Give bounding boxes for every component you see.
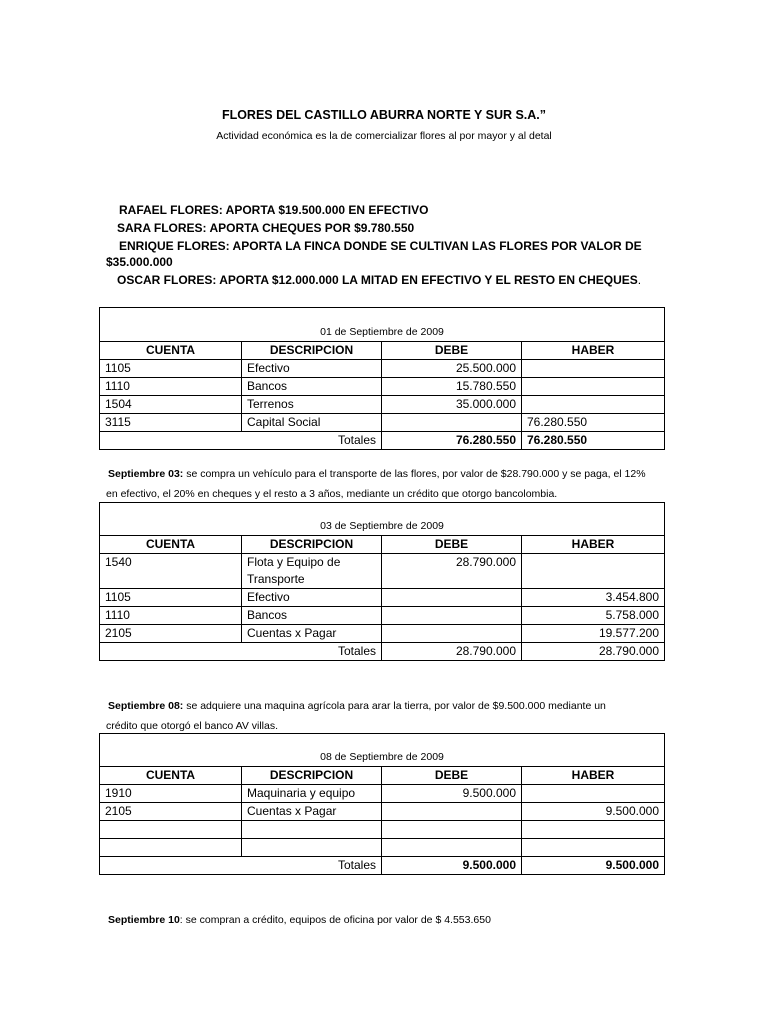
cell-descripcion: Efectivo (242, 360, 382, 378)
cell-haber (522, 821, 665, 839)
cell-debe: 35.000.000 (382, 396, 522, 414)
table-row (100, 821, 665, 839)
partner-sara: SARA FLORES: APORTA CHEQUES POR $9.780.550 (117, 221, 415, 235)
cell-debe (382, 589, 522, 607)
totals-spacer (100, 643, 242, 661)
table-row (100, 554, 665, 589)
cell-descripcion: Capital Social (242, 414, 382, 432)
col-cuenta: CUENTA (100, 342, 242, 360)
col-debe: DEBE (382, 342, 522, 360)
totals-label: Totales (242, 857, 382, 875)
col-cuenta: CUENTA (100, 767, 242, 785)
cell-cuenta: 1504 (100, 396, 242, 414)
cell-descripcion: Cuentas x Pagar (242, 625, 382, 643)
cell-haber: 5.758.000 (522, 607, 665, 625)
totals-label: Totales (242, 432, 382, 450)
col-descripcion: DESCRIPCION (242, 536, 382, 554)
total-debe: 76.280.550 (382, 432, 522, 450)
cell-debe: 25.500.000 (382, 360, 522, 378)
cell-debe (382, 625, 522, 643)
note-sep-08: Septiembre 08: se adquiere una maquina agrícola para arar la tierra, por valor de $9.500.000 mediante un crédito que otorgó el banco AV villas. (106, 700, 606, 732)
col-haber: HABER (522, 342, 665, 360)
cell-cuenta: 1105 (100, 360, 242, 378)
cell-cuenta: 1540 (100, 554, 242, 589)
partner-enrique-value: $35.000.000 (106, 255, 173, 269)
cell-cuenta (100, 839, 242, 857)
cell-haber: 9.500.000 (522, 803, 665, 821)
totals-spacer (100, 857, 242, 875)
cell-descripcion: Terrenos (242, 396, 382, 414)
journal-entry-sep-03 (99, 502, 665, 661)
cell-haber (522, 396, 665, 414)
table-row (100, 785, 665, 803)
cell-descripcion: Maquinaria y equipo (242, 785, 382, 803)
journal-entry-sep-08 (99, 733, 665, 875)
cell-debe (382, 414, 522, 432)
table-row (100, 414, 665, 432)
cell-cuenta: 2105 (100, 803, 242, 821)
cell-haber (522, 785, 665, 803)
cell-descripcion: Bancos (242, 607, 382, 625)
total-debe: 28.790.000 (382, 643, 522, 661)
table-row (100, 396, 665, 414)
cell-debe (382, 839, 522, 857)
cell-debe (382, 821, 522, 839)
totals-spacer (100, 432, 242, 450)
cell-debe (382, 803, 522, 821)
cell-haber (522, 378, 665, 396)
cell-haber (522, 554, 665, 589)
cell-descripcion (242, 839, 382, 857)
col-descripcion: DESCRIPCION (242, 767, 382, 785)
totals-row (100, 432, 665, 450)
total-haber: 28.790.000 (522, 643, 665, 661)
cell-cuenta: 3115 (100, 414, 242, 432)
table-row (100, 625, 665, 643)
partner-enrique: ENRIQUE FLORES: APORTA LA FINCA DONDE SE CULTIVAN LAS FLORES POR VALOR DE (119, 239, 642, 253)
note-sep-03: Septiembre 03: se compra un vehículo para el transporte de las flores, por valor de $28.790.000 y se paga, el 12% en efectivo, el 20% en cheques y el resto a 3 años, mediante un crédito que otorgo bancolombia. (106, 468, 646, 500)
col-debe: DEBE (382, 767, 522, 785)
entry-date: 03 de Septiembre de 2009 (100, 503, 665, 536)
table-row (100, 607, 665, 625)
note-sep-10: Septiembre 10: se compran a crédito, equipos de oficina por valor de $ 4.553.650 (108, 914, 491, 926)
table-row (100, 378, 665, 396)
partner-rafael: RAFAEL FLORES: APORTA $19.500.000 EN EFECTIVO (119, 203, 429, 217)
cell-haber (522, 360, 665, 378)
col-debe: DEBE (382, 536, 522, 554)
cell-descripcion (242, 821, 382, 839)
cell-haber: 3.454.800 (522, 589, 665, 607)
cell-debe: 15.780.550 (382, 378, 522, 396)
partner-oscar: OSCAR FLORES: APORTA $12.000.000 LA MITAD EN EFECTIVO Y EL RESTO EN CHEQUES. (117, 273, 642, 287)
cell-cuenta: 1110 (100, 378, 242, 396)
journal-entry-sep-01 (99, 307, 665, 450)
cell-cuenta: 1910 (100, 785, 242, 803)
table-row (100, 360, 665, 378)
totals-label: Totales (242, 643, 382, 661)
entry-date: 08 de Septiembre de 2009 (100, 734, 665, 767)
total-debe: 9.500.000 (382, 857, 522, 875)
table-row (100, 803, 665, 821)
col-haber: HABER (522, 536, 665, 554)
cell-descripcion: Efectivo (242, 589, 382, 607)
total-haber: 76.280.550 (522, 432, 665, 450)
cell-descripcion: Bancos (242, 378, 382, 396)
totals-row (100, 643, 665, 661)
document-subtitle: Actividad económica es la de comercializar flores al por mayor y al detal (216, 130, 552, 142)
table-row (100, 839, 665, 857)
cell-cuenta (100, 821, 242, 839)
col-haber: HABER (522, 767, 665, 785)
cell-debe (382, 607, 522, 625)
cell-cuenta: 1105 (100, 589, 242, 607)
total-haber: 9.500.000 (522, 857, 665, 875)
document-title: FLORES DEL CASTILLO ABURRA NORTE Y SUR S.A.” (221, 108, 547, 122)
entry-date: 01 de Septiembre de 2009 (100, 308, 665, 342)
cell-cuenta: 1110 (100, 607, 242, 625)
cell-descripcion: Cuentas x Pagar (242, 803, 382, 821)
cell-debe: 9.500.000 (382, 785, 522, 803)
cell-haber: 19.577.200 (522, 625, 665, 643)
cell-cuenta: 2105 (100, 625, 242, 643)
cell-haber (522, 839, 665, 857)
col-descripcion: DESCRIPCION (242, 342, 382, 360)
cell-haber: 76.280.550 (522, 414, 665, 432)
col-cuenta: CUENTA (100, 536, 242, 554)
cell-debe: 28.790.000 (382, 554, 522, 589)
totals-row (100, 857, 665, 875)
cell-descripcion: Flota y Equipo de Transporte (242, 554, 382, 589)
table-row (100, 589, 665, 607)
